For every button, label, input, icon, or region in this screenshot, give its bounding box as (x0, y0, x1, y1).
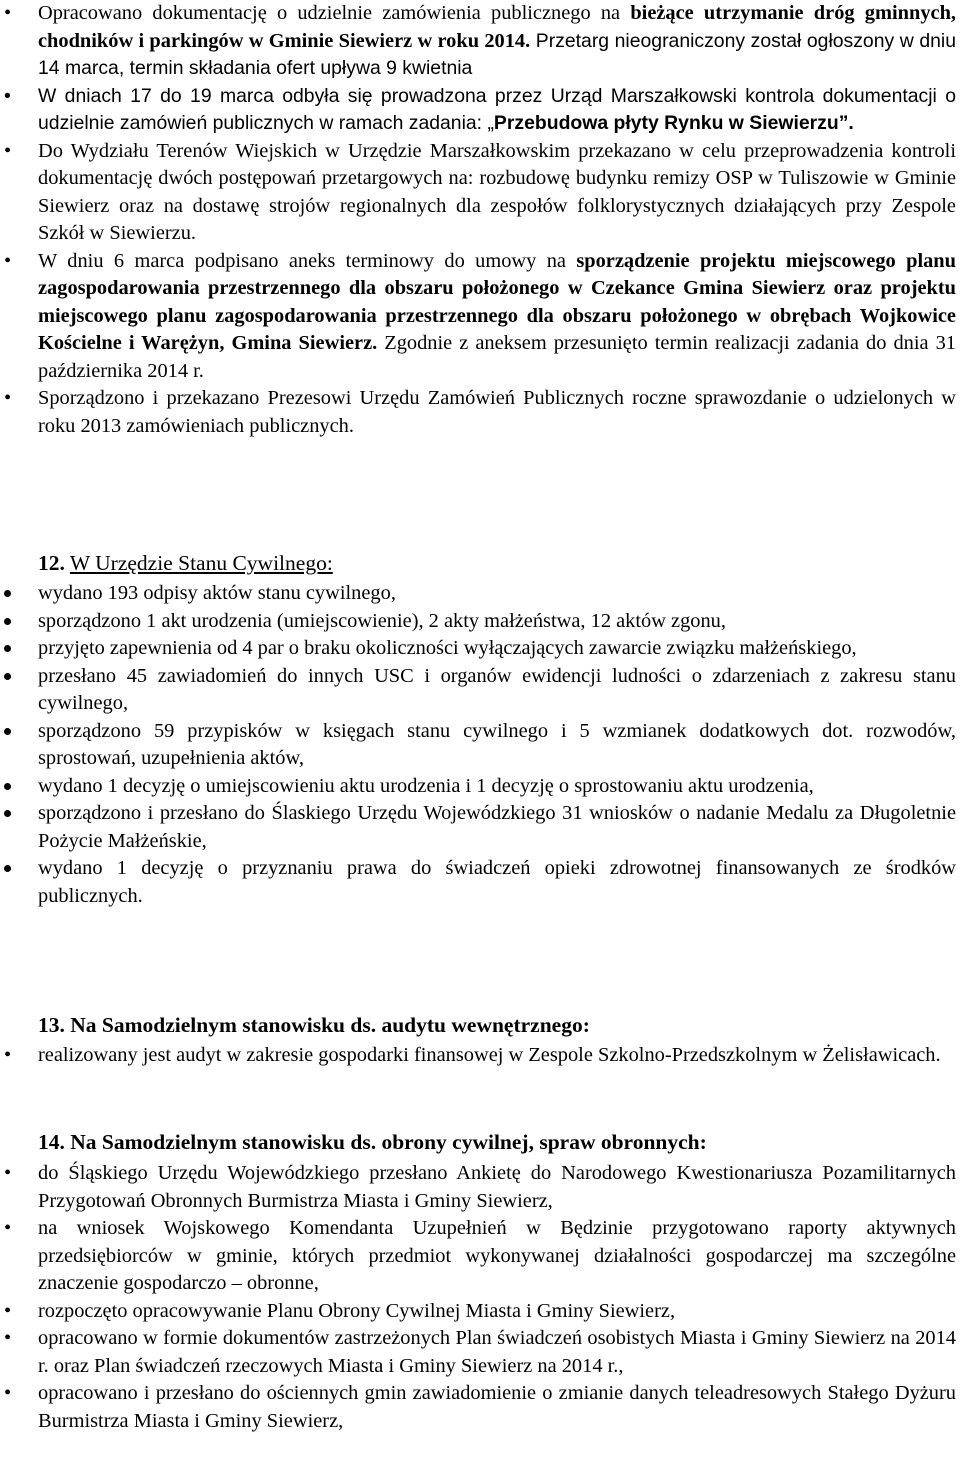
bullet-icon: • (4, 1299, 12, 1322)
bullet-icon: • (4, 1217, 12, 1239)
bullet-icon (4, 608, 24, 636)
section-14-list (0, 1160, 960, 1435)
list-item: • Do Wydziału Terenów Wiejskich w Urzędzie Marszałkowskim przekazano w celu przeprowadzenia kontroli dokumentację dwóch postępowań przetargowych na: rozbudowę budynku remizy OSP w Tuliszowie w Gminie Siewierz oraz na dostawę strojów regionalnych dla zespołów folklorystycznych działających przy Zespole Szkół w Siewierzu. (4, 139, 956, 244)
bullet-icon (4, 855, 24, 883)
bullet-icon (4, 773, 24, 801)
bullet-icon: • (4, 1162, 12, 1184)
list-item: • Sporządzono i przekazano Prezesowi Urzędu Zamówień Publicznych roczne sprawozdanie o udzielonych w roku 2013 zamówieniach publicznych. (4, 387, 956, 437)
list-item: • Opracowano dokumentację o udzielnie zamówienia publicznego na bieżące utrzymanie dróg gminnych, chodników i parkingów w Gminie Siewierz w roku 2014. Przetarg nieograniczony został ogłoszony w dniu 14 marca, termin składania ofert upływa 9 kwietnia (4, 2, 957, 79)
list-item: • W dniach 17 do 19 marca odbyła się prowadzona przez Urząd Marszałkowski kontrola dokumentacji o udzielnie zamówień publicznych w ramach zadania: „Przebudowa płyty Rynku w Siewierzu”. (4, 84, 956, 134)
list-item: • do Śląskiego Urzędu Wojewódzkiego przesłano Ankietę do Narodowego Kwestionariusza Pozamilitarnych Przygotowań Obronnych Burmistrza Miasta i Gminy Siewierz, (4, 1162, 956, 1212)
bullet-icon: • (4, 387, 12, 409)
list-item: wydano 1 decyzję o umiejscowieniu aktu urodzenia i 1 decyzję o sprostowaniu aktu urodzenia, (0, 773, 960, 801)
bullet-icon: • (4, 2, 12, 24)
section-13-list (0, 1042, 960, 1070)
list-item: • W dniu 6 marca podpisano aneks terminowy do umowy na sporządzenie projektu miejscowego planu zagospodarowania przestrzennego dla obszaru położonego w Czekance Gmina Siewierz oraz projektu miejscowego planu zagospodarowania przestrzennego dla obszaru położonego w obrębach Wojkowice Kościelne i Warężyn, Gmina Siewierz. Zgodnie z aneksem przesunięto termin realizacji zadania do dnia 31 października 2014 r. (4, 249, 956, 382)
section-12-list (0, 580, 960, 910)
bullet-icon (4, 580, 24, 608)
list-item: • realizowany jest audyt w zakresie gospodarki finansowej w Zespole Szkolno-Przedszkolnym w Żelisławicach. (0, 1042, 960, 1070)
list-item: przyjęto zapewnienia od 4 par o braku okoliczności wyłączających zawarcie związku małżeńskiego, (0, 635, 960, 663)
list-item: sporządzono 1 akt urodzenia (umiejscowienie), 2 akty małżeństwa, 12 aktów zgonu, (0, 608, 960, 636)
bullet-icon: • (4, 139, 12, 162)
bullet-icon (4, 635, 24, 663)
list-item: wydano 193 odpisy aktów stanu cywilnego, (0, 580, 960, 608)
bullet-icon (4, 800, 24, 828)
bullet-icon: • (4, 84, 11, 107)
list-item: sporządzono 59 przypisków w księgach stanu cywilnego i 5 wzmianek dodatkowych dot. rozwodów, sprostowań, uzupełnienia aktów, (0, 718, 960, 773)
bullet-icon (4, 718, 24, 746)
section-heading-12: 12. W Urzędzie Stanu Cywilnego: (38, 551, 333, 575)
bullet-icon (4, 663, 24, 691)
list-item: • rozpoczęto opracowywanie Planu Obrony Cywilnej Miasta i Gminy Siewierz, (0, 1298, 960, 1326)
bullet-icon: • (4, 1382, 12, 1404)
list-item: • opracowano i przesłano do ościennych gmin zawiadomienie o zmianie danych teleadresowych Stałego Dyżuru Burmistrza Miasta i Gminy Siewierz, (4, 1382, 956, 1432)
list-item: sporządzono i przesłano do Ślaskiego Urzędu Wojewódzkiego 31 wniosków o nadanie Medalu za Długoletnie Pożycie Małżeńskie, (0, 800, 960, 855)
list-item: • na wniosek Wojskowego Komendanta Uzupełnień w Będzinie przygotowano raporty aktywnych przedsiębiorców w gminie, których przedmiot wykonywanej działalności gospodarczej ma szczególne znaczenie gospodarczo – obronne, (4, 1217, 956, 1294)
list-item: • opracowano w formie dokumentów zastrzeżonych Plan świadczeń osobistych Miasta i Gminy Siewierz na 2014 r. oraz Plan świadczeń rzeczowych Miasta i Gminy Siewierz na 2014 r., (4, 1327, 956, 1377)
bullet-icon: • (4, 1327, 12, 1349)
section-heading-13: 13. Na Samodzielnym stanowisku ds. audytu wewnętrznego: (38, 1013, 590, 1037)
bullet-icon: • (4, 1044, 12, 1066)
intro-list (0, 0, 960, 440)
list-item: wydano 1 decyzję o przyznaniu prawa do świadczeń opieki zdrowotnej finansowanych ze środków publicznych. (0, 855, 960, 910)
bullet-icon: • (4, 249, 12, 272)
list-item: przesłano 45 zawiadomień do innych USC i organów ewidencji ludności o zdarzeniach z zakresu stanu cywilnego, (0, 663, 960, 718)
section-heading-14: 14. Na Samodzielnym stanowisku ds. obrony cywilnej, spraw obronnych: (38, 1130, 707, 1154)
